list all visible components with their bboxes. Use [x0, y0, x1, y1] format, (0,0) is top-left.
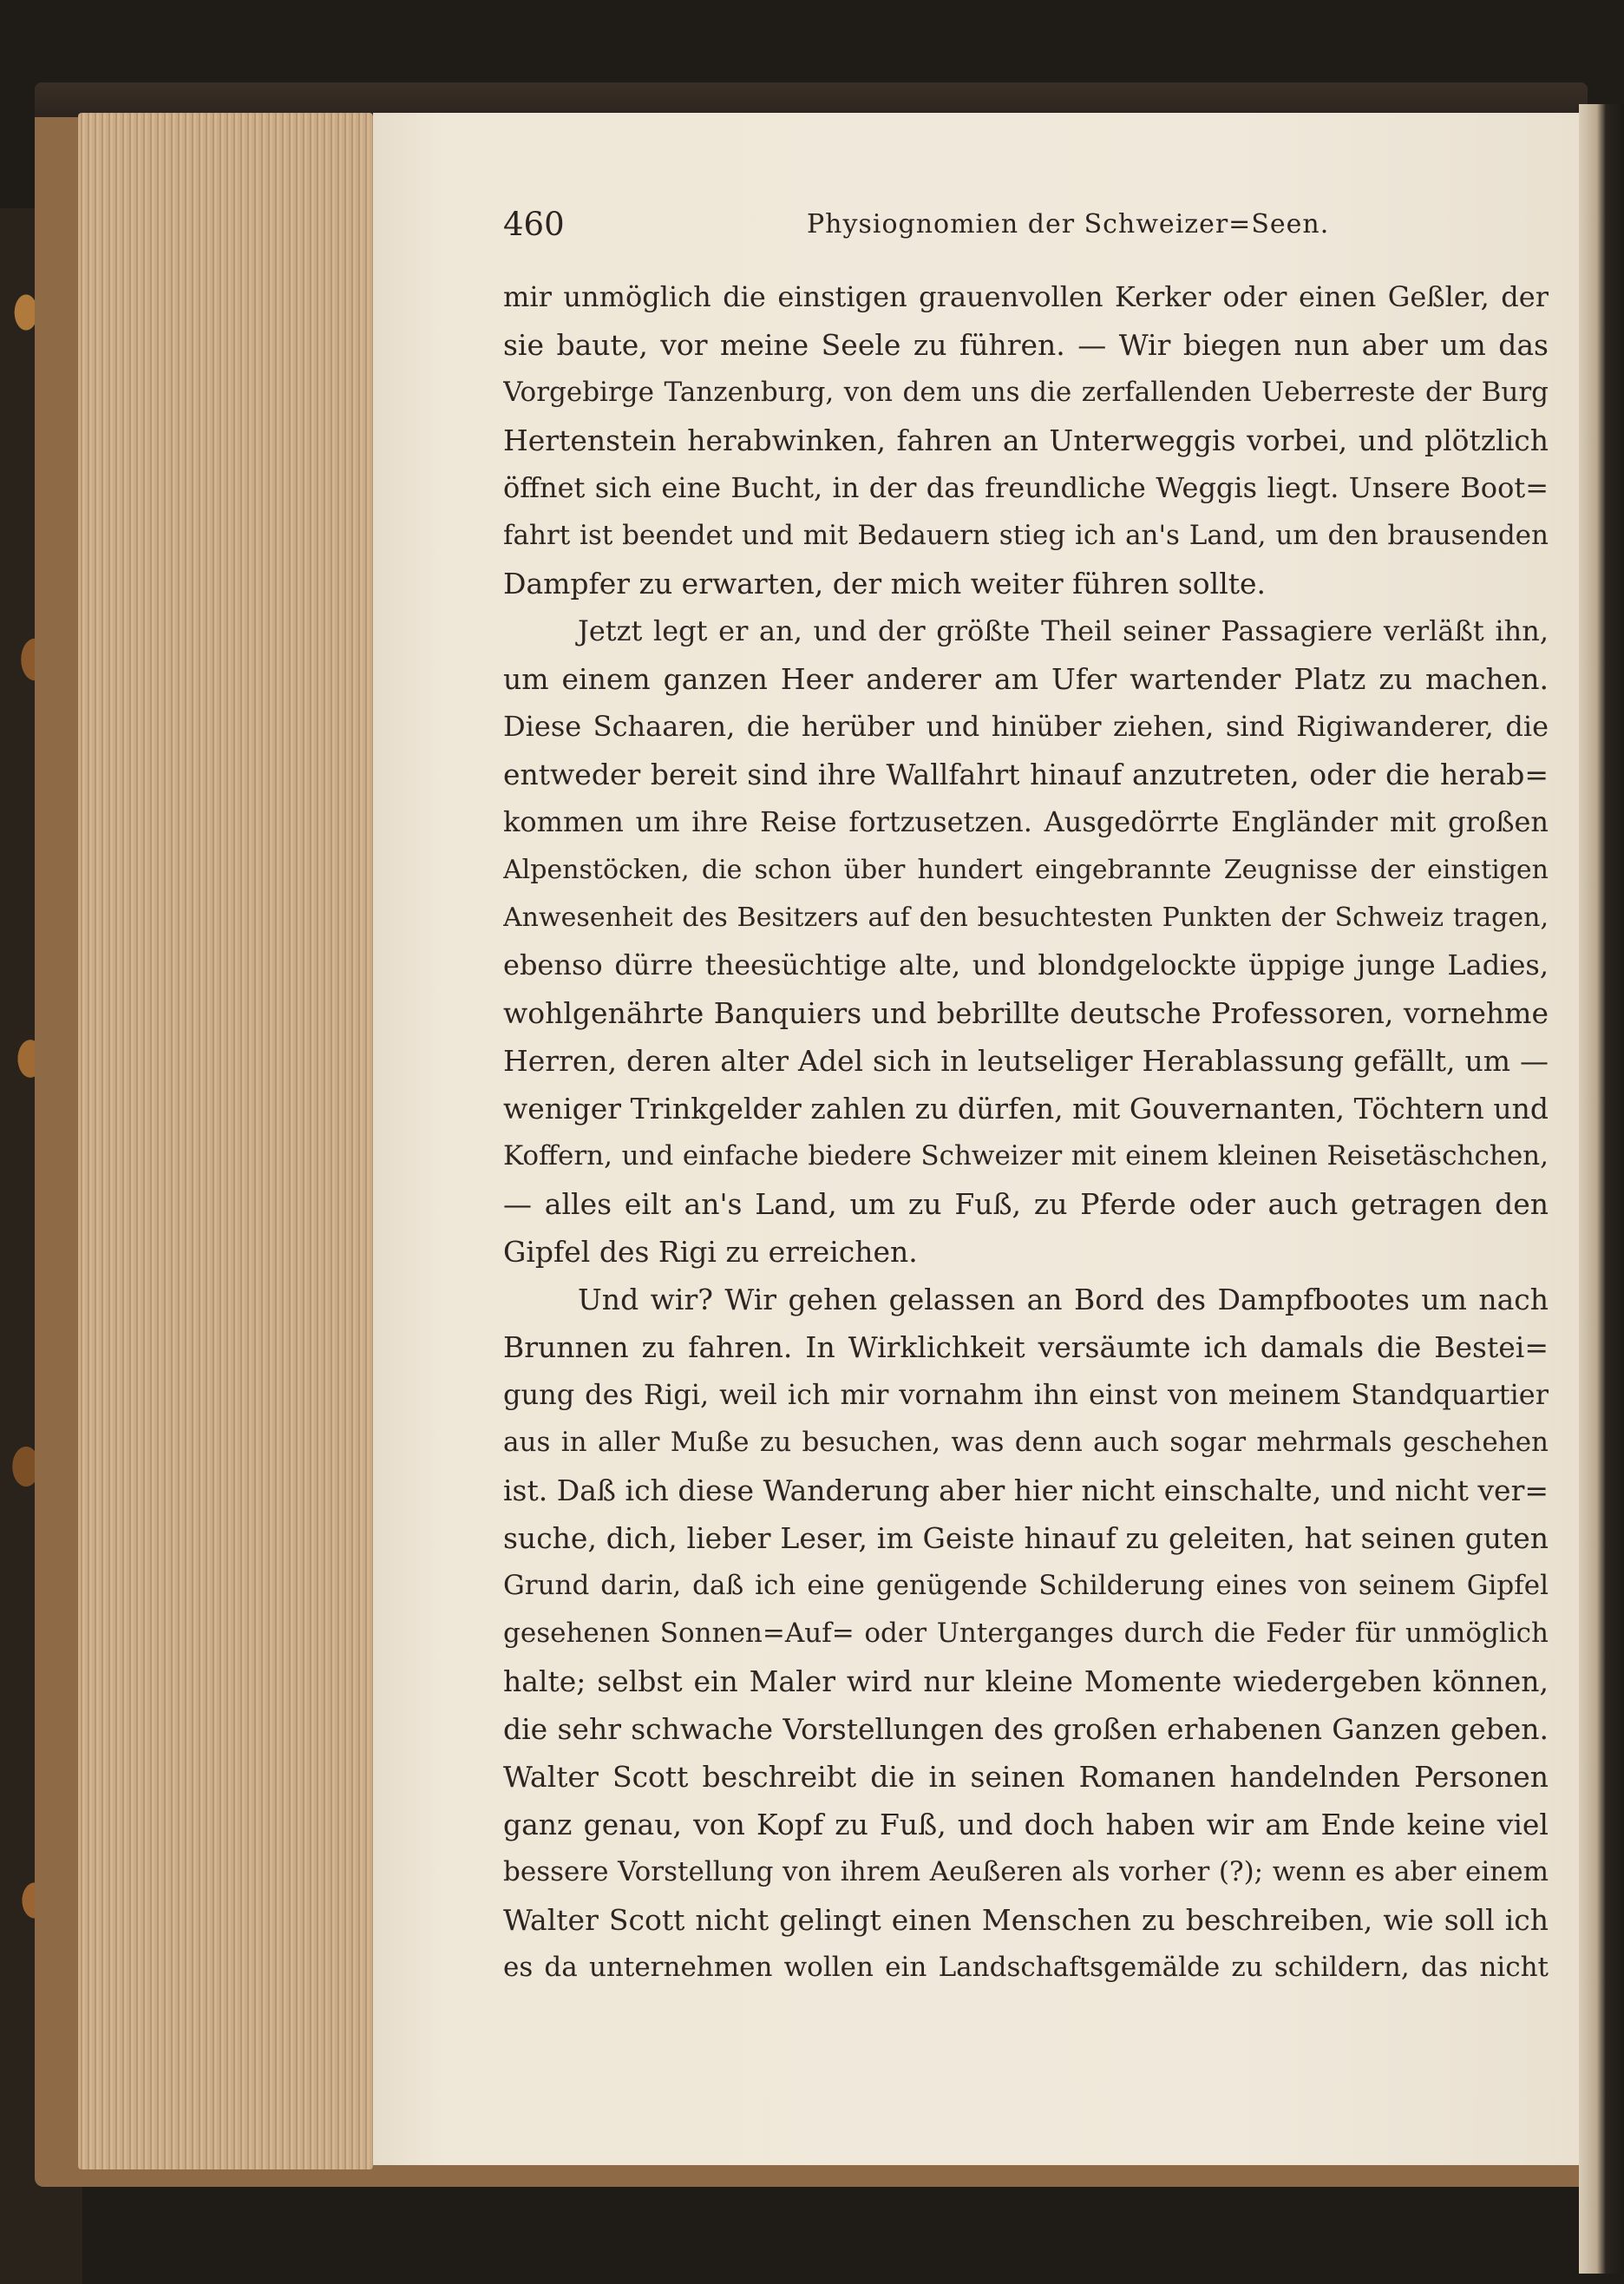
body-text [503, 273, 1549, 1992]
text-line: Und wir? Wir gehen gelassen an Bord des Dampfbootes um nach [578, 1283, 1549, 1316]
text-line: Alpenstöcken, die schon über hundert eingebrannte Zeugnisse der einstigen [503, 855, 1549, 885]
text-line: Walter Scott nicht gelingt einen Menschen zu beschreiben, wie soll ich [503, 1903, 1549, 1937]
text-line: suche, dich, lieber Leser, im Geiste hinauf zu geleiten, hat seinen guten [503, 1521, 1549, 1555]
text-line: Gipfel des Rigi zu erreichen. [503, 1235, 918, 1269]
text-line: kommen um ihre Reise fortzusetzen. Ausgedörrte Engländer mit großen [503, 805, 1549, 838]
text-line: Herren, deren alter Adel sich in leutseliger Herablassung gefällt, um — [503, 1044, 1549, 1078]
text-line: — alles eilt an's Land, um zu Fuß, zu Pferde oder auch getragen den [503, 1187, 1549, 1221]
text-line: weniger Trinkgelder zahlen zu dürfen, mit Gouvernanten, Töchtern und [503, 1092, 1549, 1126]
text-line: ganz genau, von Kopf zu Fuß, und doch haben wir am Ende keine viel [503, 1808, 1549, 1841]
text-line: entweder bereit sind ihre Wallfahrt hinauf anzutreten, oder die herab= [503, 758, 1549, 791]
text-line: um einem ganzen Heer anderer am Ufer wartender Platz zu machen. [503, 662, 1549, 696]
text-line: sie baute, vor meine Seele zu führen. — Wir biegen nun aber um das [503, 328, 1549, 362]
text-line: halte; selbst ein Maler wird nur kleine Momente wiedergeben können, [503, 1664, 1549, 1698]
running-title: Physiognomien der Schweizer=Seen. [807, 209, 1330, 240]
text-line: gesehenen Sonnen=Auf= oder Unterganges durch die Feder für unmöglich [503, 1618, 1549, 1649]
text-line: aus in aller Muße zu besuchen, was denn auch sogar mehrmals geschehen [503, 1427, 1549, 1458]
text-line: Anwesenheit des Besitzers auf den besuchtesten Punkten der Schweiz tragen, [503, 902, 1549, 933]
text-line: die sehr schwache Vorstellungen des großen erhabenen Ganzen geben. [503, 1712, 1549, 1746]
text-line: Grund darin, daß ich eine genügende Schilderung eines von seinem Gipfel [503, 1570, 1549, 1601]
text-line: wohlgenährte Banquiers und bebrillte deutsche Professoren, vornehme [503, 996, 1549, 1030]
text-line: bessere Vorstellung von ihrem Aeußeren als vorher (?); wenn es aber einem [503, 1856, 1549, 1887]
book-gutter [1579, 104, 1624, 2274]
book-cover-top [35, 82, 1588, 117]
page-header [503, 206, 1549, 249]
text-line: Vorgebirge Tanzenburg, von dem uns die zerfallenden Ueberreste der Burg [503, 377, 1549, 408]
text-line: mir unmöglich die einstigen grauenvollen Kerker oder einen Geßler, der [503, 280, 1549, 313]
text-line: ebenso dürre theesüchtige alte, und blondgelockte üppige junge Ladies, [503, 948, 1549, 981]
text-line: Walter Scott beschreibt die in seinen Romanen handelnden Personen [503, 1760, 1549, 1794]
page-fore-edge [78, 113, 373, 2169]
page-number: 460 [503, 206, 565, 243]
text-line: öffnet sich eine Bucht, in der das freundliche Weggis liegt. Unsere Boot= [503, 471, 1549, 504]
text-line: Jetzt legt er an, und der größte Theil seiner Passagiere verläßt ihn, [578, 614, 1549, 647]
text-line: Dampfer zu erwarten, der mich weiter führen sollte. [503, 567, 1267, 601]
text-line: fahrt ist beendet und mit Bedauern stieg ich an's Land, um den brausenden [503, 520, 1549, 551]
text-line: Diese Schaaren, die herüber und hinüber ziehen, sind Rigiwanderer, die [503, 710, 1549, 743]
text-line: Koffern, und einfache biedere Schweizer mit einem kleinen Reisetäschchen, [503, 1140, 1549, 1172]
text-line: gung des Rigi, weil ich mir vornahm ihn einst von meinem Standquartier [503, 1378, 1549, 1411]
text-line: Hertenstein herabwinken, fahren an Unterweggis vorbei, und plötzlich [503, 423, 1549, 457]
text-line: ist. Daß ich diese Wanderung aber hier nicht einschalte, und nicht ver= [503, 1473, 1549, 1507]
text-line: Brunnen zu fahren. In Wirklichkeit versäumte ich damals die Bestei= [503, 1330, 1549, 1364]
text-line: es da unternehmen wollen ein Landschaftsgemälde zu schildern, das nicht [503, 1952, 1549, 1983]
